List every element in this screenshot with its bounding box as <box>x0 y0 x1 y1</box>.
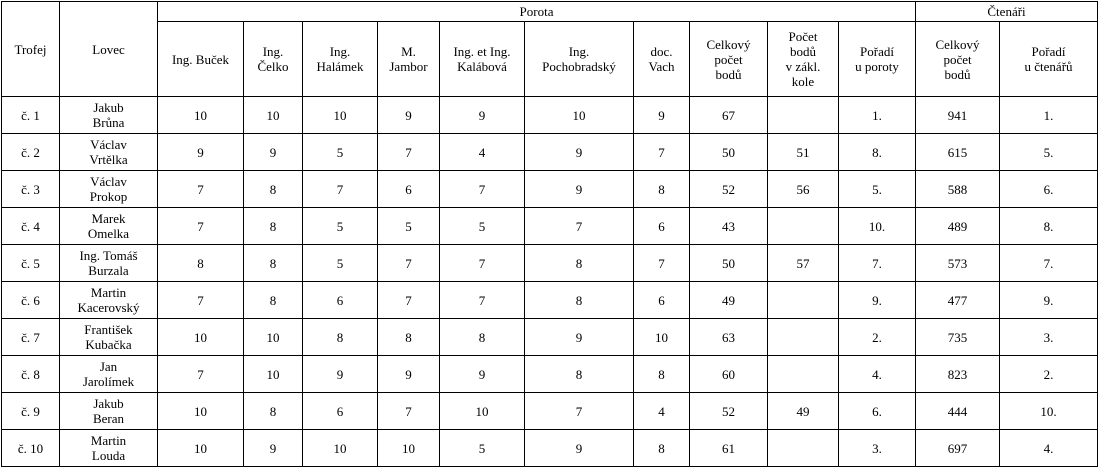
cell-score-judge-6: 8 <box>525 356 634 393</box>
cell-score-judge-1: 10 <box>158 430 244 467</box>
cell-trofej: č. 5 <box>2 245 60 282</box>
header-celkovy-ctenari: Celkový počet bodů <box>916 22 1000 97</box>
cell-score-judge-6: 7 <box>525 208 634 245</box>
cell-zakl-kolo <box>768 430 839 467</box>
cell-lovec: František Kubačka <box>60 319 158 356</box>
cell-rank-jury: 10. <box>839 208 916 245</box>
cell-score-judge-5: 5 <box>440 430 525 467</box>
cell-score-judge-4: 7 <box>378 245 440 282</box>
cell-score-judge-5: 10 <box>440 393 525 430</box>
cell-score-judge-2: 9 <box>244 134 303 171</box>
cell-score-judge-1: 7 <box>158 208 244 245</box>
cell-trofej: č. 4 <box>2 208 60 245</box>
cell-score-judge-5: 9 <box>440 356 525 393</box>
cell-readers-total: 477 <box>916 282 1000 319</box>
cell-trofej: č. 1 <box>2 97 60 134</box>
cell-lovec: Marek Omelka <box>60 208 158 245</box>
header-judge-4: M. Jambor <box>378 22 440 97</box>
cell-score-judge-1: 9 <box>158 134 244 171</box>
table-row <box>2 319 1098 356</box>
cell-score-judge-5: 7 <box>440 171 525 208</box>
cell-score-judge-5: 5 <box>440 208 525 245</box>
table-row <box>2 171 1098 208</box>
cell-score-judge-7: 7 <box>634 134 690 171</box>
cell-readers-total: 573 <box>916 245 1000 282</box>
table-row <box>2 208 1098 245</box>
cell-score-judge-2: 8 <box>244 171 303 208</box>
cell-score-judge-3: 6 <box>303 282 378 319</box>
cell-score-judge-4: 7 <box>378 393 440 430</box>
cell-zakl-kolo <box>768 97 839 134</box>
cell-total: 61 <box>690 430 768 467</box>
subheader-row <box>2 22 1098 97</box>
cell-readers-total: 941 <box>916 97 1000 134</box>
cell-score-judge-6: 10 <box>525 97 634 134</box>
header-judge-3: Ing. Halámek <box>303 22 378 97</box>
cell-score-judge-3: 5 <box>303 134 378 171</box>
cell-rank-jury: 3. <box>839 430 916 467</box>
cell-rank-readers: 10. <box>1000 393 1098 430</box>
header-zakl-kolo: Počet bodů v zákl. kole <box>768 22 839 97</box>
cell-score-judge-1: 8 <box>158 245 244 282</box>
cell-score-judge-5: 4 <box>440 134 525 171</box>
cell-score-judge-3: 8 <box>303 319 378 356</box>
cell-rank-jury: 6. <box>839 393 916 430</box>
cell-score-judge-4: 9 <box>378 97 440 134</box>
cell-total: 63 <box>690 319 768 356</box>
cell-score-judge-6: 8 <box>525 282 634 319</box>
cell-score-judge-6: 7 <box>525 393 634 430</box>
cell-score-judge-6: 9 <box>525 319 634 356</box>
cell-zakl-kolo <box>768 356 839 393</box>
cell-lovec: Václav Vrtělka <box>60 134 158 171</box>
cell-rank-jury: 5. <box>839 171 916 208</box>
cell-score-judge-4: 6 <box>378 171 440 208</box>
cell-rank-readers: 2. <box>1000 356 1098 393</box>
cell-score-judge-5: 9 <box>440 97 525 134</box>
cell-score-judge-4: 5 <box>378 208 440 245</box>
cell-score-judge-3: 7 <box>303 171 378 208</box>
cell-readers-total: 489 <box>916 208 1000 245</box>
cell-trofej: č. 8 <box>2 356 60 393</box>
table-row <box>2 282 1098 319</box>
cell-score-judge-2: 10 <box>244 97 303 134</box>
cell-score-judge-1: 10 <box>158 393 244 430</box>
header-judge-5: Ing. et Ing. Kalábová <box>440 22 525 97</box>
cell-score-judge-7: 8 <box>634 356 690 393</box>
cell-rank-readers: 9. <box>1000 282 1098 319</box>
cell-score-judge-4: 7 <box>378 134 440 171</box>
cell-rank-readers: 1. <box>1000 97 1098 134</box>
header-poradi-ctenari: Pořadí u čtenářů <box>1000 22 1098 97</box>
cell-score-judge-7: 6 <box>634 282 690 319</box>
cell-score-judge-7: 8 <box>634 171 690 208</box>
cell-rank-jury: 8. <box>839 134 916 171</box>
table-row <box>2 356 1098 393</box>
cell-rank-readers: 8. <box>1000 208 1098 245</box>
cell-readers-total: 615 <box>916 134 1000 171</box>
cell-zakl-kolo <box>768 282 839 319</box>
cell-score-judge-2: 10 <box>244 319 303 356</box>
cell-score-judge-7: 6 <box>634 208 690 245</box>
cell-score-judge-2: 8 <box>244 245 303 282</box>
cell-score-judge-1: 10 <box>158 319 244 356</box>
cell-trofej: č. 6 <box>2 282 60 319</box>
cell-score-judge-3: 9 <box>303 356 378 393</box>
cell-lovec: Jakub Beran <box>60 393 158 430</box>
cell-rank-jury: 4. <box>839 356 916 393</box>
cell-score-judge-6: 9 <box>525 430 634 467</box>
header-ctenari: Čtenáři <box>916 2 1098 22</box>
cell-lovec: Václav Prokop <box>60 171 158 208</box>
cell-score-judge-2: 8 <box>244 282 303 319</box>
cell-score-judge-5: 8 <box>440 319 525 356</box>
cell-score-judge-1: 7 <box>158 171 244 208</box>
cell-trofej: č. 3 <box>2 171 60 208</box>
cell-lovec: Martin Kacerovský <box>60 282 158 319</box>
cell-score-judge-3: 10 <box>303 97 378 134</box>
cell-readers-total: 823 <box>916 356 1000 393</box>
cell-total: 67 <box>690 97 768 134</box>
cell-score-judge-2: 8 <box>244 393 303 430</box>
cell-rank-jury: 9. <box>839 282 916 319</box>
cell-score-judge-5: 7 <box>440 245 525 282</box>
cell-score-judge-4: 7 <box>378 282 440 319</box>
cell-score-judge-3: 10 <box>303 430 378 467</box>
cell-score-judge-3: 6 <box>303 393 378 430</box>
cell-zakl-kolo <box>768 208 839 245</box>
cell-score-judge-6: 9 <box>525 134 634 171</box>
table-row <box>2 393 1098 430</box>
table-body <box>2 97 1098 467</box>
table-row <box>2 245 1098 282</box>
header-poradi-porota: Pořadí u poroty <box>839 22 916 97</box>
header-trofej: Trofej <box>2 2 60 97</box>
cell-score-judge-6: 8 <box>525 245 634 282</box>
cell-score-judge-2: 9 <box>244 430 303 467</box>
cell-score-judge-6: 9 <box>525 171 634 208</box>
cell-lovec: Martin Louda <box>60 430 158 467</box>
cell-total: 50 <box>690 245 768 282</box>
cell-score-judge-7: 7 <box>634 245 690 282</box>
cell-readers-total: 697 <box>916 430 1000 467</box>
cell-total: 52 <box>690 171 768 208</box>
results-table <box>1 1 1098 467</box>
cell-rank-readers: 3. <box>1000 319 1098 356</box>
cell-total: 50 <box>690 134 768 171</box>
cell-score-judge-4: 10 <box>378 430 440 467</box>
header-judge-1: Ing. Buček <box>158 22 244 97</box>
cell-total: 52 <box>690 393 768 430</box>
table-row <box>2 134 1098 171</box>
cell-score-judge-1: 7 <box>158 282 244 319</box>
cell-score-judge-5: 7 <box>440 282 525 319</box>
cell-total: 49 <box>690 282 768 319</box>
header-celkovy: Celkový počet bodů <box>690 22 768 97</box>
cell-lovec: Ing. Tomáš Burzala <box>60 245 158 282</box>
cell-score-judge-7: 8 <box>634 430 690 467</box>
cell-score-judge-2: 10 <box>244 356 303 393</box>
cell-readers-total: 444 <box>916 393 1000 430</box>
table-row <box>2 97 1098 134</box>
cell-zakl-kolo: 51 <box>768 134 839 171</box>
cell-score-judge-1: 10 <box>158 97 244 134</box>
cell-rank-jury: 2. <box>839 319 916 356</box>
cell-rank-readers: 7. <box>1000 245 1098 282</box>
cell-readers-total: 588 <box>916 171 1000 208</box>
cell-rank-readers: 5. <box>1000 134 1098 171</box>
cell-trofej: č. 7 <box>2 319 60 356</box>
cell-total: 43 <box>690 208 768 245</box>
cell-score-judge-4: 9 <box>378 356 440 393</box>
cell-lovec: Jakub Brůna <box>60 97 158 134</box>
cell-score-judge-2: 8 <box>244 208 303 245</box>
cell-trofej: č. 2 <box>2 134 60 171</box>
cell-score-judge-3: 5 <box>303 245 378 282</box>
header-judge-6: Ing. Pochobradský <box>525 22 634 97</box>
cell-zakl-kolo: 56 <box>768 171 839 208</box>
cell-zakl-kolo: 49 <box>768 393 839 430</box>
cell-trofej: č. 10 <box>2 430 60 467</box>
header-lovec: Lovec <box>60 2 158 97</box>
cell-rank-jury: 1. <box>839 97 916 134</box>
cell-total: 60 <box>690 356 768 393</box>
cell-readers-total: 735 <box>916 319 1000 356</box>
cell-zakl-kolo: 57 <box>768 245 839 282</box>
cell-score-judge-7: 4 <box>634 393 690 430</box>
cell-trofej: č. 9 <box>2 393 60 430</box>
cell-rank-jury: 7. <box>839 245 916 282</box>
cell-lovec: Jan Jarolímek <box>60 356 158 393</box>
cell-score-judge-3: 5 <box>303 208 378 245</box>
header-judge-2: Ing. Čelko <box>244 22 303 97</box>
cell-score-judge-1: 7 <box>158 356 244 393</box>
cell-score-judge-4: 8 <box>378 319 440 356</box>
table-row <box>2 430 1098 467</box>
cell-score-judge-7: 9 <box>634 97 690 134</box>
header-judge-7: doc. Vach <box>634 22 690 97</box>
header-porota: Porota <box>158 2 916 22</box>
cell-zakl-kolo <box>768 319 839 356</box>
cell-score-judge-7: 10 <box>634 319 690 356</box>
cell-rank-readers: 4. <box>1000 430 1098 467</box>
cell-rank-readers: 6. <box>1000 171 1098 208</box>
